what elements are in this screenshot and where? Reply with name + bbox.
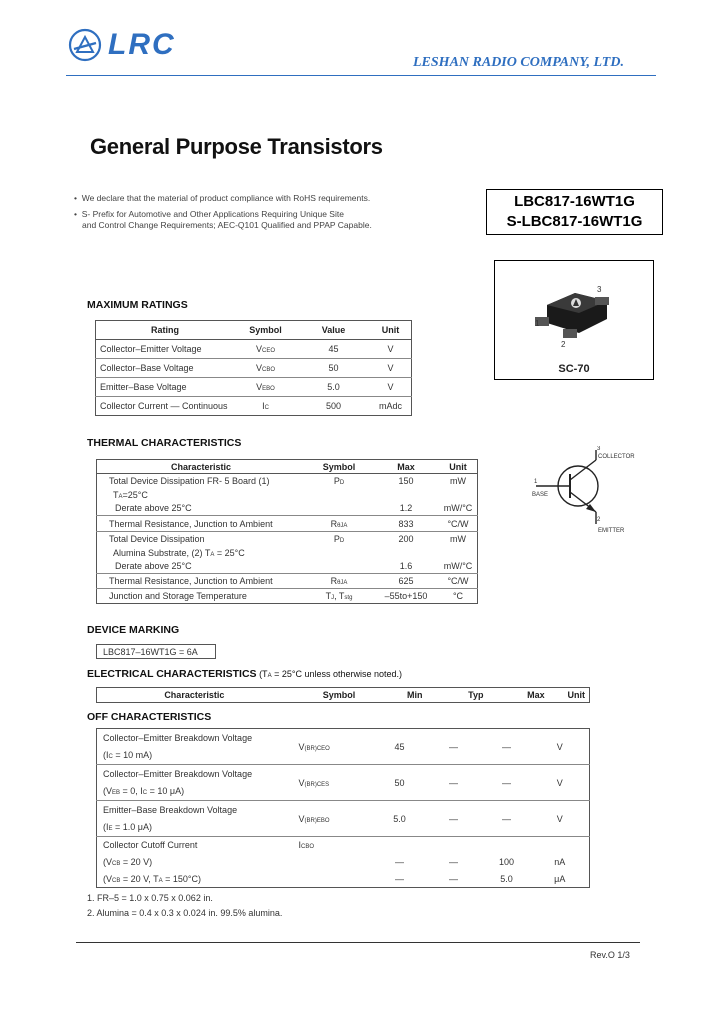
- characteristic-cell: Derate above 25°C: [115, 561, 192, 572]
- symbol-cell: ICBO: [298, 840, 315, 851]
- column-header: Unit: [567, 690, 585, 700]
- pin-label: 2: [597, 517, 601, 523]
- part-number: S-LBC817-16WT1G: [506, 213, 643, 230]
- typ-cell: —: [449, 741, 458, 752]
- table-row: [97, 532, 478, 546]
- table-row: [97, 854, 590, 871]
- pin-label: 1: [534, 479, 538, 485]
- typ-cell: —: [449, 777, 458, 788]
- unit-cell: nA: [554, 857, 566, 867]
- table-row: [97, 502, 478, 516]
- column-header: Symbol: [322, 461, 356, 472]
- characteristic-cell: Collector–Emitter Breakdown Voltage: [103, 768, 253, 779]
- typ-cell: —: [449, 873, 458, 884]
- max-cell: —: [502, 741, 511, 752]
- part-number-box: [486, 189, 663, 235]
- table-row: [97, 516, 478, 532]
- column-header: Max: [527, 690, 545, 700]
- bullet-item: • S- Prefix for Automotive and Other Applications Requiring Unique Site: [74, 209, 344, 219]
- characteristic-cell: Total Device Dissipation: [109, 533, 205, 544]
- bullet-text: S- Prefix for Automotive and Other Applications Requiring Unique Site: [81, 209, 344, 219]
- characteristic-cell: Collector–Emitter Breakdown Voltage: [103, 732, 253, 743]
- section-heading: THERMAL CHARACTERISTICS: [87, 437, 242, 449]
- lrc-logo-icon: [68, 28, 102, 62]
- emitter-label: EMITTER: [598, 528, 625, 534]
- condition-cell: (VEB = 0, IC = 10 μA): [103, 786, 185, 797]
- symbol-cell: IC: [262, 401, 269, 411]
- max-cell: —: [502, 777, 511, 788]
- max-cell: —: [502, 813, 511, 824]
- max-cell: 200: [398, 533, 414, 544]
- unit-cell: °C: [452, 591, 464, 601]
- footnote: 1. FR–5 = 1.0 x 0.75 x 0.062 in.: [87, 893, 213, 903]
- symbol-cell: PD: [333, 475, 345, 486]
- symbol-cell: PD: [333, 533, 345, 544]
- rating-cell: Emitter–Base Voltage: [100, 382, 187, 392]
- characteristic-cell: Collector Cutoff Current: [103, 840, 198, 851]
- value-cell: 5.0: [327, 382, 340, 392]
- pin-label: 3: [597, 285, 602, 294]
- table-row: [97, 765, 590, 783]
- condition-cell: (IC = 10 mA): [103, 750, 153, 761]
- characteristic-cell: TA=25°C: [113, 489, 148, 500]
- sc70-package-icon: [495, 261, 653, 361]
- section-heading: DEVICE MARKING: [87, 624, 180, 636]
- company-logo: [68, 28, 176, 62]
- min-cell: 45: [394, 741, 405, 752]
- base-label: BASE: [532, 492, 549, 498]
- characteristic-cell: Derate above 25°C: [115, 503, 192, 514]
- unit-cell: μA: [554, 873, 566, 884]
- symbol-cell: TJ, Tstg: [325, 591, 353, 601]
- unit-cell: V: [387, 344, 394, 354]
- max-cell: 625: [398, 576, 414, 586]
- characteristic-cell: Alumina Substrate, (2) TA = 25°C: [113, 547, 245, 558]
- column-header: Unit: [449, 461, 467, 472]
- rating-cell: Collector–Base Voltage: [100, 363, 194, 373]
- unit-cell: mAdc: [378, 401, 402, 411]
- table-row: [97, 871, 590, 888]
- footnote: 2. Alumina = 0.4 x 0.3 x 0.024 in. 99.5% alumina.: [87, 908, 283, 918]
- section-heading: [87, 668, 402, 680]
- table-header-row: [97, 460, 478, 474]
- table-row: [97, 574, 478, 589]
- device-marking-box: LBC817–16WT1G = 6A: [96, 644, 216, 659]
- table-row: [96, 378, 412, 397]
- typ-cell: —: [449, 813, 458, 824]
- table-header-row: [96, 321, 412, 340]
- min-cell: 50: [394, 777, 405, 788]
- electrical-heading: ELECTRICAL CHARACTERISTICS: [87, 668, 257, 680]
- column-header: Value: [321, 325, 346, 335]
- rating-cell: Collector–Emitter Voltage: [100, 344, 202, 354]
- symbol-cell: VEBO: [256, 382, 275, 392]
- column-header: Min: [407, 690, 423, 700]
- package-box: [494, 260, 654, 380]
- table-row: [97, 546, 478, 560]
- column-header: Symbol: [249, 325, 282, 335]
- value-cell: 500: [325, 401, 342, 411]
- condition-cell: (IE = 1.0 μA): [103, 822, 152, 833]
- symbol-cell: RθJA: [330, 518, 348, 529]
- table-header-row: [97, 688, 590, 703]
- column-header: Characteristic: [164, 690, 225, 700]
- thermal-table: [96, 459, 478, 604]
- electrical-note: (TA = 25°C unless otherwise noted.): [256, 669, 402, 679]
- page-title: General Purpose Transistors: [90, 134, 383, 159]
- logo-text: LRC: [108, 28, 176, 61]
- min-cell: —: [395, 873, 404, 884]
- column-header: Max: [397, 461, 415, 472]
- unit-cell: V: [556, 777, 563, 788]
- bullet-item: • We declare that the material of product compliance with RoHS requirements.: [74, 193, 371, 203]
- max-cell: –55to+150: [384, 591, 428, 601]
- column-header: Unit: [381, 325, 400, 335]
- electrical-header-table: [96, 687, 590, 703]
- unit-cell: V: [387, 363, 394, 373]
- revision-label: Rev.O 1/3: [590, 950, 630, 960]
- company-name: LESHAN RADIO COMPANY, LTD.: [413, 55, 624, 70]
- column-header: Symbol: [322, 690, 356, 700]
- symbol-cell: V(BR)EBO: [298, 813, 330, 824]
- unit-cell: V: [387, 382, 394, 392]
- characteristic-cell: Total Device Dissipation FR- 5 Board (1): [109, 475, 270, 486]
- bullet-continuation: and Control Change Requirements; AEC-Q101 Qualified and PPAP Capable.: [82, 220, 372, 230]
- max-cell: 1.6: [399, 561, 413, 572]
- table-row: [97, 589, 478, 604]
- table-row: [96, 340, 412, 359]
- max-cell: 150: [398, 475, 414, 486]
- max-ratings-table: [95, 320, 412, 416]
- unit-cell: mW: [450, 533, 466, 544]
- bullet-text: We declare that the material of product compliance with RoHS requirements.: [81, 193, 371, 203]
- table-row: [96, 397, 412, 416]
- condition-cell: (VCB = 20 V, TA = 150°C): [103, 873, 202, 884]
- rating-cell: Collector Current — Continuous: [100, 401, 228, 411]
- table-row: [97, 837, 590, 854]
- symbol-cell: RθJA: [330, 576, 348, 586]
- part-number: LBC817-16WT1G: [514, 193, 635, 210]
- column-header: Rating: [151, 325, 179, 335]
- off-characteristics-table: [96, 728, 590, 888]
- feature-bullets: [74, 193, 372, 231]
- unit-cell: V: [556, 813, 563, 824]
- column-header: Typ: [468, 690, 484, 700]
- condition-cell: (VCB = 20 V): [103, 857, 153, 867]
- header-divider: [66, 75, 656, 76]
- min-cell: 5.0: [393, 813, 406, 824]
- table-row: [97, 560, 478, 574]
- footer-divider: [76, 942, 640, 943]
- table-row: [97, 488, 478, 502]
- symbol-cell: VCBO: [255, 363, 276, 373]
- unit-cell: mW: [450, 475, 466, 486]
- unit-cell: mW/°C: [443, 503, 473, 514]
- table-row: [97, 729, 590, 747]
- value-cell: 45: [328, 344, 339, 354]
- section-heading: OFF CHARACTERISTICS: [87, 711, 212, 723]
- footnotes: [87, 891, 282, 921]
- unit-cell: V: [556, 741, 563, 752]
- characteristic-cell: Emitter–Base Breakdown Voltage: [103, 804, 238, 815]
- collector-label: COLLECTOR: [598, 454, 635, 460]
- package-label: SC-70: [558, 363, 590, 375]
- characteristic-cell: Junction and Storage Temperature: [109, 591, 247, 601]
- symbol-cell: V(BR)CEO: [298, 741, 330, 752]
- unit-cell: mW/°C: [443, 561, 473, 572]
- table-row: [97, 801, 590, 819]
- symbol-cell: VCEO: [255, 344, 276, 354]
- symbol-cell: V(BR)CES: [298, 777, 330, 788]
- pin-label: 1: [535, 319, 540, 328]
- typ-cell: —: [449, 857, 458, 867]
- max-cell: 100: [498, 857, 515, 867]
- table-row: [96, 359, 412, 378]
- pin-label: 2: [561, 340, 566, 349]
- characteristic-cell: Thermal Resistance, Junction to Ambient: [109, 518, 273, 529]
- max-cell: 5.0: [500, 873, 513, 884]
- characteristic-cell: Thermal Resistance, Junction to Ambient: [109, 576, 273, 586]
- transistor-schematic-icon: [526, 446, 646, 536]
- unit-cell: °C/W: [447, 518, 469, 529]
- min-cell: —: [395, 857, 404, 867]
- unit-cell: °C/W: [447, 576, 469, 586]
- value-cell: 50: [328, 363, 339, 373]
- table-row: [97, 474, 478, 488]
- column-header: Characteristic: [170, 461, 232, 472]
- pin-label: 3: [597, 446, 601, 452]
- max-cell: 833: [398, 518, 414, 529]
- section-heading: MAXIMUM RATINGS: [87, 299, 188, 311]
- max-cell: 1.2: [399, 503, 413, 514]
